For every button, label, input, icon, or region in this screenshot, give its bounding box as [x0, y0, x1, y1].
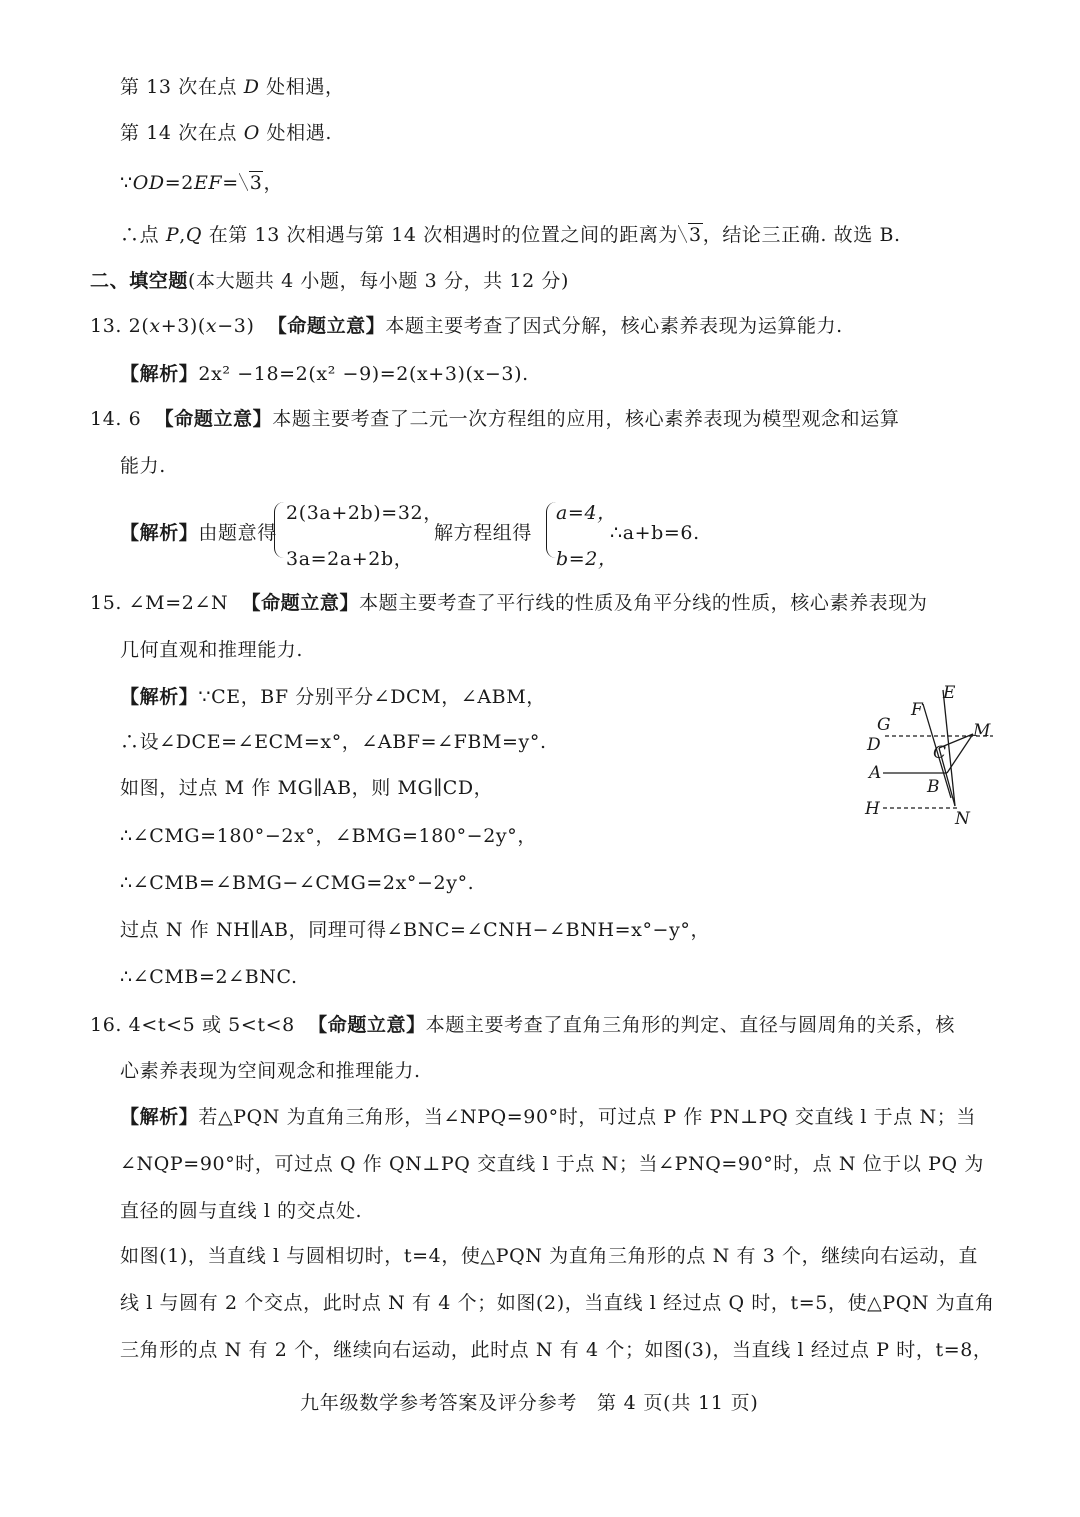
- system-eq-2: 3a=2a+2b，: [286, 548, 414, 570]
- sqrt-symbol: 3: [678, 222, 703, 248]
- label-h: H: [865, 799, 880, 819]
- q15-step-5: ∴∠CMB=∠BMG−∠CMG=2x°−2y°.: [120, 872, 475, 894]
- text-line-1: 第 13 次在点 D 处相遇，: [120, 76, 345, 98]
- label-c: C: [933, 743, 947, 763]
- q16-analysis-4: 如图(1)，当直线 l 与圆相切时，t=4，使△PQN 为直角三角形的点 N 有 3 个，继续向右运动，直: [120, 1245, 979, 1267]
- q15-step-2: ∴设∠DCE=∠ECM=x°，∠ABF=∠FBM=y°.: [120, 731, 547, 753]
- geometry-figure: [855, 678, 1005, 828]
- sqrt-symbol: 3: [239, 170, 264, 196]
- label-b: B: [927, 777, 940, 797]
- q15-step-6: 过点 N 作 NH∥AB，同理可得∠BNC=∠CNH−∠BNH=x°−y°，: [120, 919, 711, 941]
- q14-intent-cont: 能力.: [120, 455, 166, 477]
- q13-analysis: 【解析】2x² −18=2(x² −9)=2(x+3)(x−3).: [120, 363, 529, 385]
- solution-1: a=4，: [556, 502, 617, 524]
- label-g: G: [877, 715, 891, 735]
- q16-analysis-6: 三角形的点 N 有 2 个，继续向右运动，此时点 N 有 4 个；如图(3)，当直线 l 经过点 P 时，t=8，: [120, 1339, 993, 1361]
- q15-answer-line: 15. ∠M=2∠N 【命题立意】本题主要考查了平行线的性质及角平分线的性质，核心素养表现为: [90, 592, 928, 614]
- q13-answer-line: 13. 2(x+3)(x−3) 【命题立意】本题主要考查了因式分解，核心素养表现为运算能力.: [90, 315, 843, 337]
- q15-intent-cont: 几何直观和推理能力.: [120, 639, 304, 661]
- q15-step-1: 【解析】∵CE，BF 分别平分∠DCM，∠ABM，: [120, 686, 546, 708]
- page-footer: 九年级数学参考答案及评分参考 第 4 页(共 11 页): [300, 1392, 759, 1414]
- label-a: A: [869, 763, 882, 783]
- q16-intent-cont: 心素养表现为空间观念和推理能力.: [120, 1060, 421, 1082]
- q16-analysis-5: 线 l 与圆有 2 个交点，此时点 N 有 4 个；如图(2)，当直线 l 经过点 Q 时，t=5，使△PQN 为直角: [120, 1292, 995, 1314]
- left-brace: [274, 502, 285, 558]
- label-e: E: [943, 683, 956, 703]
- q16-analysis-3: 直径的圆与直线 l 的交点处.: [120, 1200, 363, 1222]
- solution-2: b=2，: [556, 548, 618, 570]
- q14-solve-label: 解方程组得: [434, 522, 533, 544]
- text-line-2: 第 14 次在点 O 处相遇.: [120, 122, 332, 144]
- label-n: N: [955, 809, 970, 828]
- q15-step-4: ∴∠CMG=180°−2x°，∠BMG=180°−2y°，: [120, 825, 537, 847]
- text-line-4: ∴点 P,Q 在第 13 次相遇与第 14 次相遇时的位置之间的距离为 3，结论三正确. 故选 B.: [120, 224, 901, 246]
- q14-analysis: 【解析】由题意得: [120, 522, 277, 544]
- q16-analysis-2: ∠NQP=90°时，可过点 Q 作 QN⊥PQ 交直线 l 于点 N；当∠PNQ=90°时，点 N 位于以 PQ 为: [120, 1153, 984, 1175]
- q15-step-7: ∴∠CMB=2∠BNC.: [120, 966, 298, 988]
- text-line-3: ∵OD=2EF= 3，: [120, 172, 284, 194]
- q14-answer-line: 14. 6 【命题立意】本题主要考查了二元一次方程组的应用，核心素养表现为模型观念和运算: [90, 408, 900, 430]
- q15-step-3: 如图，过点 M 作 MG∥AB，则 MG∥CD，: [120, 777, 494, 799]
- section-heading: 二、填空题(本大题共 4 小题，每小题 3 分，共 12 分): [90, 270, 570, 292]
- q14-result: ∴a+b=6.: [610, 522, 700, 544]
- label-m: M: [973, 721, 991, 741]
- q16-analysis-1: 【解析】若△PQN 为直角三角形，当∠NPQ=90°时，可过点 P 作 PN⊥PQ 交直线 l 于点 N；当: [120, 1106, 976, 1128]
- system-eq-1: 2(3a+2b)=32，: [286, 502, 443, 524]
- label-f: F: [911, 700, 923, 720]
- label-d: D: [867, 735, 881, 755]
- q16-answer-line: 16. 4<t<5 或 5<t<8 【命题立意】本题主要考查了直角三角形的判定、直径与圆周角的关系，核: [90, 1014, 955, 1036]
